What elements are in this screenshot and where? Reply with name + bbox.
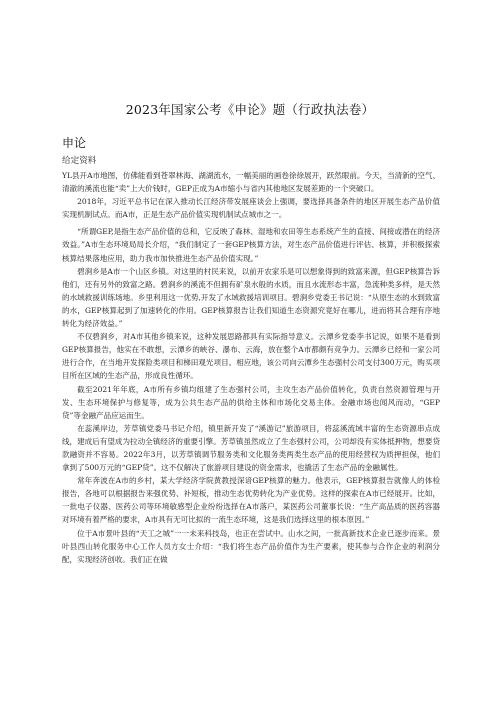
paragraph-4: 碧涧乡是A市一个山区乡镇。对这里的村民来说，以前开农家乐是可以想象得到的致富来源，但GEP核算告诉他们，还有另外的致富之路。碧涧乡的溪流不但拥有矿泉水般的水质，而且水流形态丰富，急流种类多样，是天然的水域救援训练场地。乡里利用这一优势,开发了水域救援培训项目。碧涧乡党委王书记说：“从原生态的水到致富的水，GEP核算起到了加速转化的作用。GEP核算报告让我们知道生态资源究竟好在哪儿，进而将其合理有序地转化为经济效益。” <box>62 266 440 329</box>
document-title: 2023年国家公考《申论》题（行政执法卷） <box>125 102 375 117</box>
section-heading: 申论 <box>62 136 87 150</box>
paragraph-3: “所谓GEP,是指生态产品价值的总和，它反映了森林、湿地和农田等生态系统产生的直接、间接或潜在的经济效益。”A市生态环境局局长介绍，“我们制定了一套GEP核算方法，对生态产品价值进行评估、核算，并积极探索核算结果落地应用，助力我市加快推进生态产品价值实现。” <box>62 227 440 263</box>
paragraph-2: 2018年，习近平总书记在深入推动长江经济带发展座谈会上强调，要选择具备条件的地区开展生态产品价值实现机制试点。而A市，正是生态产品价值实现机制试点城市之一。 <box>62 197 440 220</box>
paragraph-8: 常年奔波在A市的乡村，某大学经济学院黄教授深谙GEP核算的魅力。他表示，GEP核算报告就像人的体检报告，各地可以根据报告来强优势、补短板，推动生态优势转化为产业优势。这样的探索在A市已经展开。比如，一批电子仪器、医药公司等环境敏感型企业纷纷选择在A市落户，某医药公司董事长说：“生产高品质的医药容器对环境有着严格的要求，A市具有无可比拟的一流生态环境，这是我们选择这里的根本原因。” <box>62 476 440 525</box>
paragraph-6: 截至2021年年底，A市所有乡镇均组建了生态强村公司，主攻生态产品价值转化，负责自然资源管理与开发、生态环境保护与修复等，成为公共生态产品的供给主体和市场化交易主体。金融市场也闻风而动，“GEP贷”等金融产品应运而生。 <box>62 384 440 420</box>
paragraph-7: 在蕊溪岸边，芳草镇党委马书记介绍，镇里新开发了“溪游记”旅游项目，将蕊溪流域丰富的生态资源串点成线，建成后有望成为拉动全镇经济的重要引擎。芳草镇虽然成立了生态强村公司，公司却没有实体抵押物，想要贷款融资并不容易。2022年3月，以芳草镇调节服务类和文化服务类两类生态产品的使用经营权为质押担保，他们拿到了500万元的“GEP贷”。这不仅解决了旅游项目建设的资金需求，也撬活了生态产品的金融属性。 <box>62 423 440 473</box>
material-label: 给定资料 <box>62 156 97 166</box>
paragraph-5: 不仅碧涧乡，对A市其他乡镇来说，这种发展思路都具有实际指导意义。云潭乡党委李书记说，如果不是看到GEP核算报告，他实在不敢想，云潭乡的峡谷、瀑布、云海，放在整个A市都颇有竞争力。云潭乡已经和一家公司进行合作，在当地开发探险类项目和梯田观光项目。相应地，该公司向云潭乡生态强村公司支付300万元，购买项目所在区域的生态产品，形成良性循环。 <box>62 332 440 381</box>
document-body <box>62 169 440 566</box>
paragraph-9: 位于A市景叶县的“天工之城”一一未来科技岛，也正在尝试中。山水之间，一批高新技术企业已逐步而来。景叶县西山转化服务中心工作人员方女士介绍：“我们将生态产品价值作为生产要素，使其参与合作企业的利润分配，实现经济创收。我们正在做 <box>62 528 440 564</box>
paragraph-1: YL县开A市地图，仿佛能看到苍翠林海、湖湖流水，一幅美丽的画卷徐徐展开，跃然眼前。今天，当清新的空气、清澈的溪流也能“卖”上大价钱时，GEP正成为A市缩小与省内其他地区发展差距的一个突破口。 <box>62 171 440 194</box>
